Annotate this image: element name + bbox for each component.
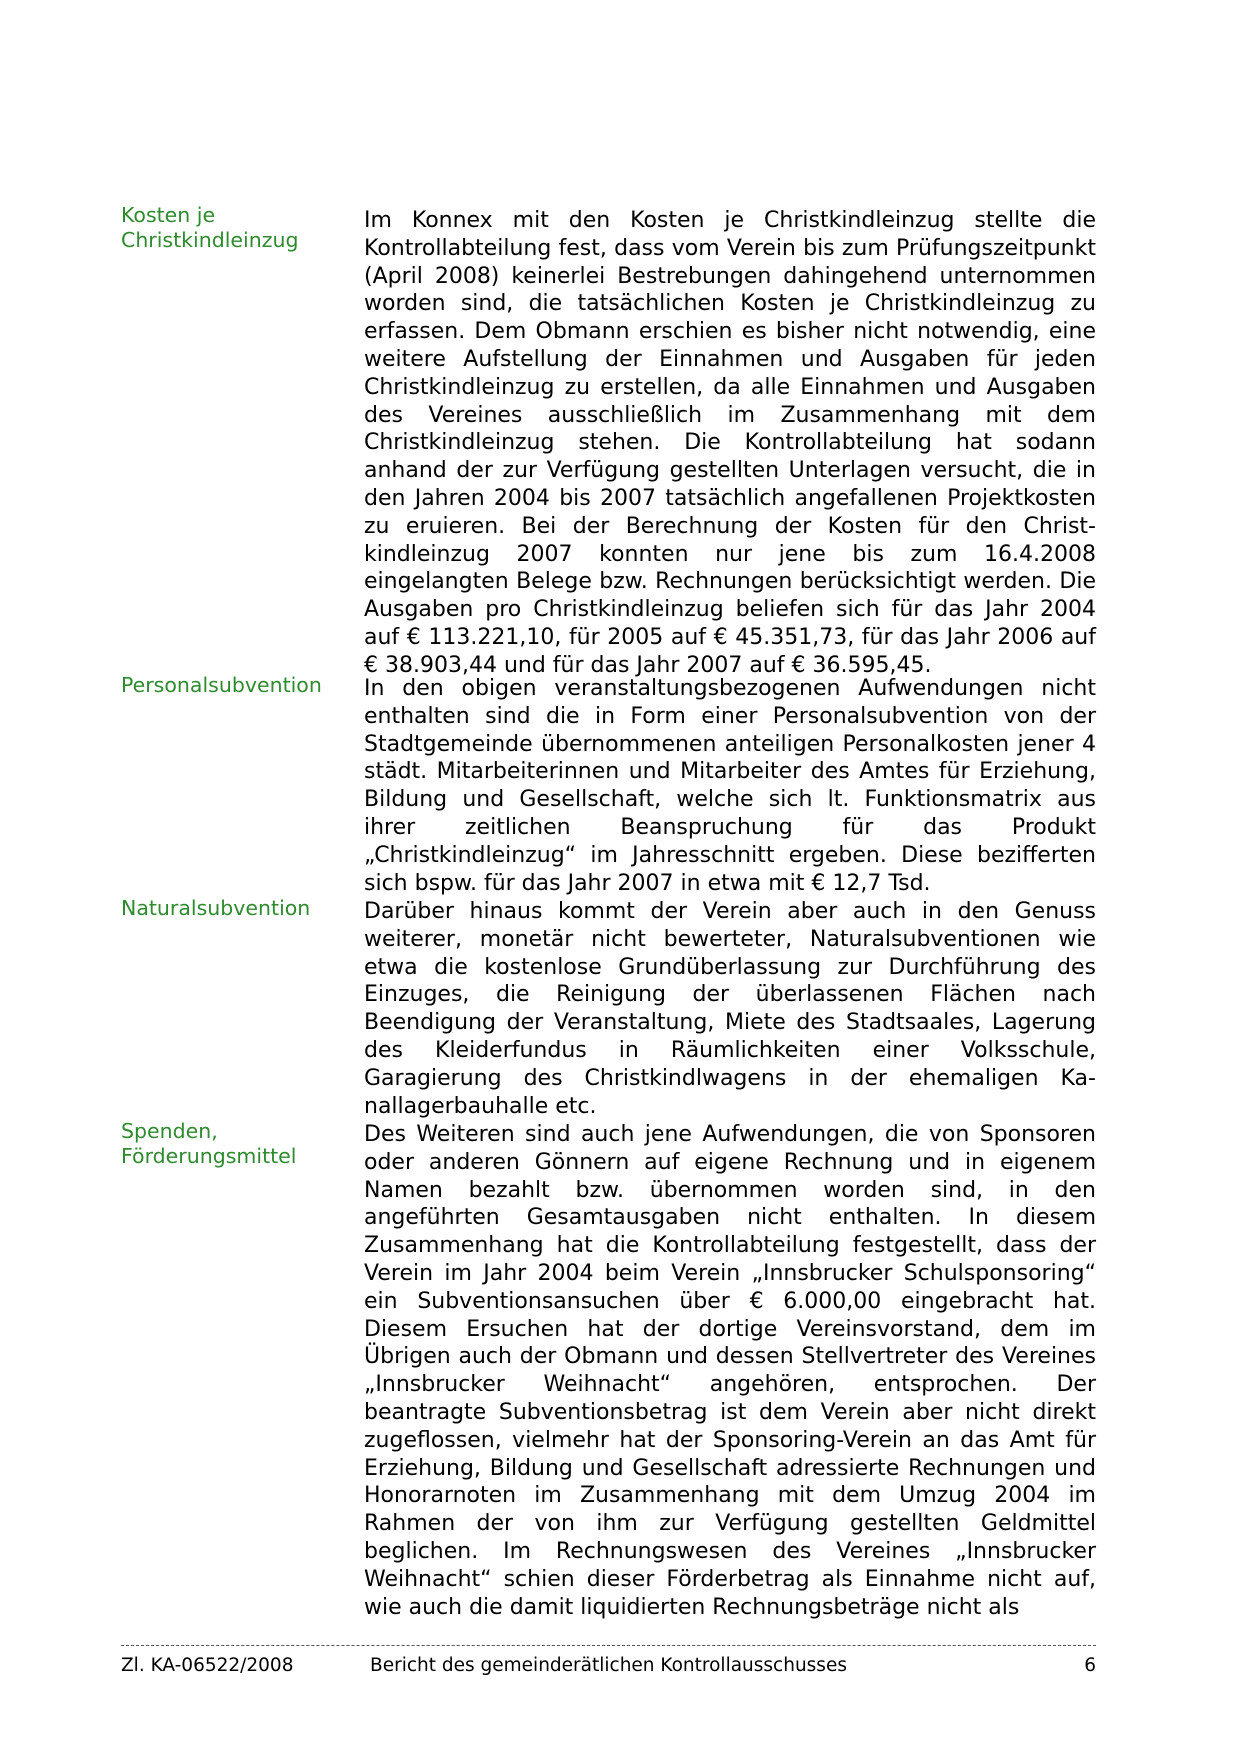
margin-label-line: Kosten je [121, 203, 216, 227]
footer-reference: Zl. KA-06522/2008 [121, 1655, 294, 1676]
paragraph: In den obigen veranstaltungsbezogenen Aufwendungen nicht enthalten sind die in Form einer Personalsubvention von der Stadtgemeinde übernommenen anteiligen Personalkosten jener 4 städt. Mitarbeiterinnen und Mitarbeiter des Amtes für Erziehung, Bildung und Gesellschaft, welche sich lt. Funktionsmatrix aus ihrer zeitlichen Beanspruchung für das Produkt „Christkindleinzug“ im Jahresschnitt ergeben. Diese bezifferten sich bspw. für das Jahr 2007 in etwa mit € 12,7 Tsd. [364, 676, 1096, 896]
margin-label-line: Förderungsmittel [121, 1144, 297, 1168]
paragraph: Des Weiteren sind auch jene Aufwendungen, die von Sponsoren oder anderen Gönnern auf eigene Rechnung und in eigenem Namen bezahlt bzw. übernommen worden sind, in den angeführten Gesamtausgaben nicht enthalten. In diesem Zusammenhang hat die Kontrollabteilung festgestellt, dass der Verein im Jahr 2004 beim Verein „Innsbrucker Schulsponsoring“ ein Subventionsansuchen über € 6.000,00 eingebracht hat. Diesem Ersuchen hat der dortige Vereinsvorstand, dem im Übrigen auch der Obmann und dessen Stellvertreter des Vereines „Innsbrucker Weihnacht“ angehören, entsprochen. Der beantragte Subventionsbetrag ist dem Verein aber nicht direkt zugeflossen, vielmehr hat der Sponsoring-Verein an das Amt für Erziehung, Bildung und Gesellschaft adressierte Rechnungen und Honorarnoten im Zusammenhang mit dem Umzug 2004 im Rahmen der von ihm zur Verfügung gestellten Geldmittel beglichen. Im Rechnungswesen des Vereines „Innsbrucker Weihnacht“ schien dieser Förderbetrag als Einnahme nicht auf, wie auch die damit liquidierten Rechnungsbeträge nicht als [364, 1122, 1096, 1620]
margin-label [121, 896, 331, 921]
footer-title: Bericht des gemeinderätlichen Kontrollausschusses [370, 1655, 847, 1676]
paragraph: Darüber hinaus kommt der Verein aber auch in den Genuss weiterer, monetär nicht bewerteter, Naturalsubventionen wie etwa die kostenlose Grundüberlassung zur Durchführung des Einzuges, die Reinigung der überlassenen Flächen nach Beendigung der Veranstaltung, Miete des Stadtsaales, Lagerung des Kleiderfundus in Räumlichkeiten einer Volksschule, Garagierung des Christkindlwagens in der ehemaligen Kanallagerbauhalle etc. [364, 899, 1096, 1119]
margin-label-line: Naturalsubvention [121, 896, 311, 920]
footer-divider [121, 1645, 1096, 1646]
page-number: 6 [1084, 1655, 1096, 1676]
margin-label [121, 673, 331, 698]
paragraph: Im Konnex mit den Kosten je Christkindleinzug stellte die Kontrollabteilung fest, dass vom Verein bis zum Prüfungszeitpunkt (April 2008) keinerlei Bestrebungen dahingehend unternommen worden sind, die tatsächlichen Kosten je Christkindleinzug zu erfassen. Dem Obmann erschien es bisher nicht notwendig, eine weitere Aufstellung der Einnahmen und Ausgaben für jeden Christkindleinzug zu erstellen, da alle Einnahmen und Ausgaben des Vereines ausschließlich im Zusammenhang mit dem Christkindleinzug stehen. Die Kontrollabteilung hat sodann anhand der zur Verfügung gestellten Unterlagen versucht, die in den Jahren 2004 bis 2007 tatsächlich angefallenen Projektkosten zu eruieren. Bei der Berechnung der Kosten für den Christkindleinzug 2007 konnten nur jene bis zum 16.4.2008 eingelangten Belege bzw. Rechnungen berücksichtigt werden. Die Ausgaben pro Christkindleinzug beliefen sich für das Jahr 2004 auf € 113.221,10, für 2005 auf € 45.351,73, für das Jahr 2006 auf € 38.903,44 und für das Jahr 2007 auf € 36.595,45. [364, 208, 1096, 678]
margin-label-line: Personalsubvention [121, 673, 322, 697]
margin-label [121, 1119, 331, 1169]
margin-label-line: Spenden, [121, 1119, 218, 1143]
margin-label [121, 203, 331, 253]
margin-label-line: Christkindleinzug [121, 228, 299, 252]
